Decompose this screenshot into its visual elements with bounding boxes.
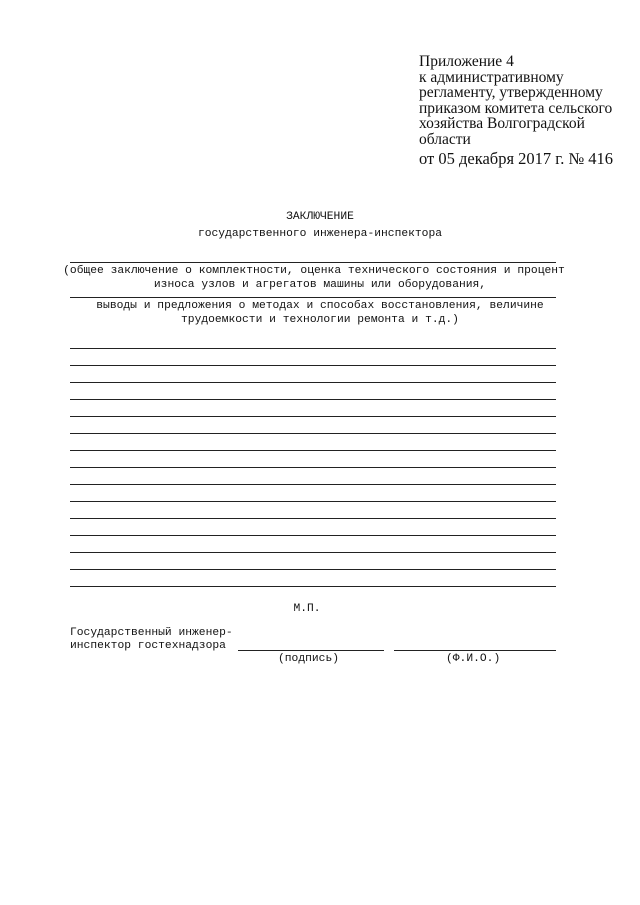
appendix-line: области: [419, 130, 471, 148]
signer-role: Государственный инженер-: [70, 627, 233, 639]
fill-line: [70, 433, 556, 434]
appendix-line: регламенту, утвержденному: [419, 84, 603, 101]
fill-line: [70, 382, 556, 383]
fill-line: [70, 586, 556, 587]
signer-role: инспектор гостехнадзора: [70, 640, 226, 652]
fill-line: [70, 518, 556, 519]
appendix-line: к административному: [419, 68, 564, 86]
stamp-mark: М.П.: [293, 603, 321, 615]
fill-line: [70, 262, 556, 263]
fill-line: [70, 501, 556, 502]
fill-line: [70, 416, 556, 417]
appendix-title: Приложение 4: [419, 53, 514, 70]
name-caption: (Ф.И.О.): [446, 653, 501, 665]
signature-caption: (подпись): [278, 653, 340, 665]
document-title: ЗАКЛЮЧЕНИЕ: [286, 211, 354, 223]
appendix-line: приказом комитета сельского: [419, 99, 613, 117]
fill-line: [70, 569, 556, 570]
fill-line: [70, 450, 556, 451]
fill-line: [70, 467, 556, 468]
fill-line: [70, 365, 556, 366]
hint-text: трудоемкости и технологии ремонта и т.д.): [181, 314, 459, 326]
hint-text: (общее заключение о комплектности, оценка технического состояния и процент: [63, 265, 565, 277]
document-subtitle: государственного инженера-инспектора: [197, 228, 443, 240]
appendix-line: хозяйства Волгоградской: [419, 115, 585, 132]
fill-line: [70, 399, 556, 400]
fill-line: [70, 484, 556, 485]
appendix-header: [419, 54, 629, 167]
signature-line: [238, 650, 384, 651]
hint-text: износа узлов и агрегатов машины или оборудования,: [153, 279, 487, 291]
fill-line: [70, 552, 556, 553]
appendix-date-line: от 05 декабря 2017 г. № 416: [419, 149, 614, 168]
name-line: [394, 650, 556, 651]
hint-text: выводы и предложения о методах и способах восстановления, величине: [96, 300, 544, 312]
fill-line: [70, 348, 556, 349]
fill-line: [70, 297, 556, 298]
fill-line: [70, 535, 556, 536]
